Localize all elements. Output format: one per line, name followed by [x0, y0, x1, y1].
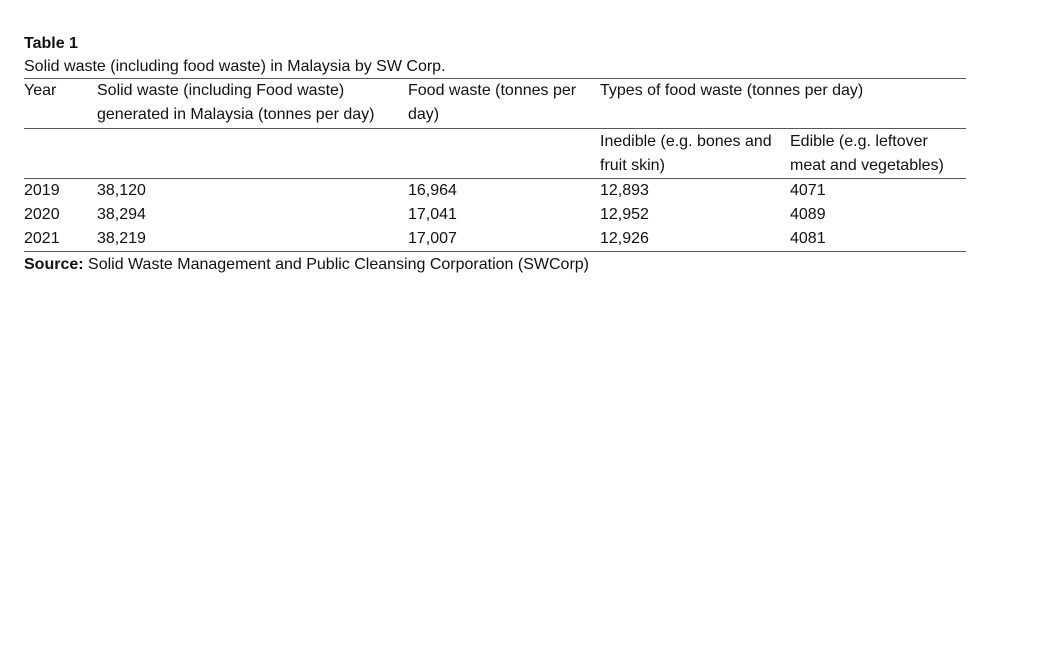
cell-food: 17,007	[408, 227, 600, 252]
subheader-row	[24, 129, 966, 179]
source-label: Source:	[24, 256, 84, 273]
cell-edible: 4081	[790, 227, 966, 252]
cell-year: 2021	[24, 227, 97, 252]
header-row	[24, 79, 966, 129]
cell-solid: 38,120	[97, 182, 146, 199]
header-solid-waste: Solid waste (including Food waste) generated in Malaysia (tonnes per day)	[97, 79, 408, 129]
cell-solid: 38,219	[97, 227, 408, 252]
source-text: Solid Waste Management and Public Cleansing Corporation (SWCorp)	[83, 256, 589, 273]
cell-edible: 4071	[790, 182, 826, 199]
cell-year: 2020	[24, 206, 60, 223]
source-note	[24, 252, 966, 278]
cell-edible: 4089	[790, 206, 826, 223]
table-row	[24, 179, 966, 204]
subheader-inedible: Inedible (e.g. bones and fruit skin)	[600, 129, 790, 179]
table-label: Table 1	[24, 35, 78, 52]
subheader-empty	[97, 129, 408, 179]
cell-inedible: 12,952	[600, 206, 649, 223]
cell-solid: 38,294	[97, 206, 146, 223]
cell-inedible: 12,926	[600, 227, 790, 252]
subheader-empty	[24, 129, 97, 179]
cell-food: 17,041	[408, 206, 457, 223]
subheader-edible: Edible (e.g. leftover meat and vegetables)	[790, 129, 966, 179]
cell-inedible: 12,893	[600, 182, 649, 199]
data-table	[24, 78, 966, 252]
table-caption: Solid waste (including food waste) in Malaysia by SW Corp.	[24, 58, 446, 75]
table-row	[24, 203, 966, 227]
cell-year: 2019	[24, 182, 60, 199]
header-year: Year	[24, 79, 97, 129]
header-types: Types of food waste (tonnes per day)	[600, 79, 966, 129]
cell-food: 16,964	[408, 182, 457, 199]
subheader-empty	[408, 129, 600, 179]
header-food-waste: Food waste (tonnes per day)	[408, 79, 600, 129]
document	[24, 32, 966, 278]
table-row	[24, 227, 966, 252]
